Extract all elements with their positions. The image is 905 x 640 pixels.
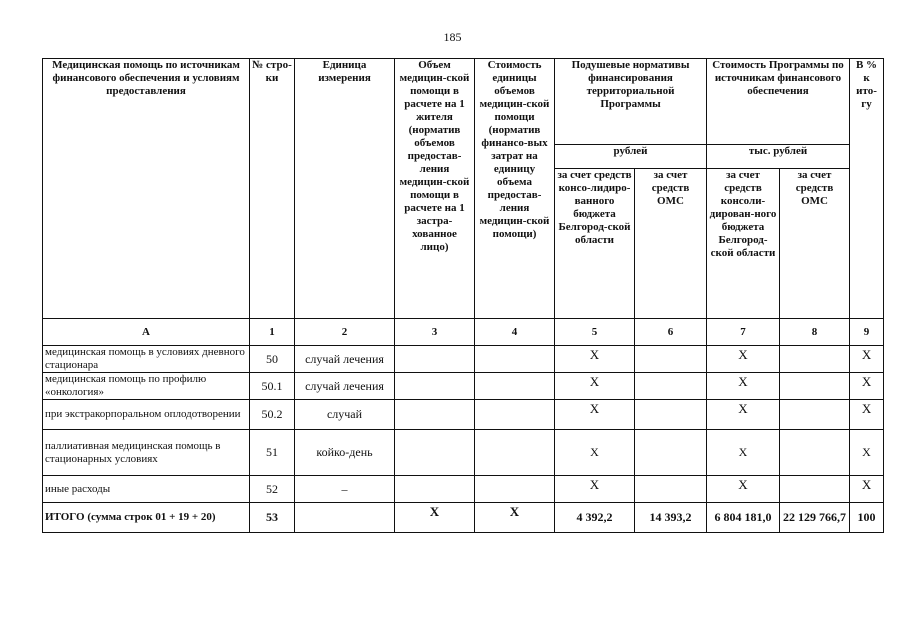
total-label: ИТОГО (сумма строк 01 + 19 + 20) (43, 503, 250, 533)
total-line-number: 53 (250, 503, 295, 533)
column-number: 1 (250, 319, 295, 346)
row-unit-cost (475, 373, 555, 400)
column-number: 4 (475, 319, 555, 346)
row-unit-cost (475, 476, 555, 503)
column-number: 8 (780, 319, 850, 346)
row-per-capita-budget: Х (555, 400, 635, 430)
header-program-cost: Стоимость Программы по источникам финансового обеспечения (707, 59, 850, 145)
header-per-capita-budget: за счет средств консо-лидиро-ванного бюджета Белгород-ской области (555, 169, 635, 319)
row-percent: Х (850, 476, 884, 503)
header-volume: Объем медицин-ской помощи в расчете на 1 жителя (норматив объемов предостав-ления медицин-ской помощи в расчете на 1 застра-хованное лицо) (395, 59, 475, 319)
row-cost-budget: Х (707, 430, 780, 476)
row-unit-cost (475, 430, 555, 476)
row-per-capita-oms (635, 373, 707, 400)
row-percent: Х (850, 373, 884, 400)
row-cost-budget: Х (707, 346, 780, 373)
row-cost-budget: Х (707, 373, 780, 400)
financing-table (42, 58, 884, 533)
total-per-capita-oms: 14 393,2 (635, 503, 707, 533)
row-care-type: медицинская помощь по профилю «онкология» (43, 373, 250, 400)
row-per-capita-budget: Х (555, 373, 635, 400)
row-unit: – (295, 476, 395, 503)
row-per-capita-budget: Х (555, 346, 635, 373)
total-unit-cost: Х (475, 503, 555, 533)
row-line-number: 51 (250, 430, 295, 476)
row-cost-oms (780, 400, 850, 430)
row-volume (395, 476, 475, 503)
row-unit-cost (475, 400, 555, 430)
column-number: 6 (635, 319, 707, 346)
header-unit-cost: Стоимость единицы объемов медицин-ской помощи (норматив финансо-вых затрат на единицу объема предостав-ления медицин-ской помощи) (475, 59, 555, 319)
row-cost-oms (780, 346, 850, 373)
table-row (43, 476, 884, 503)
header-percent-of-total: В % к ито-гу (850, 59, 884, 319)
row-cost-budget: Х (707, 476, 780, 503)
row-per-capita-oms (635, 400, 707, 430)
column-number: 5 (555, 319, 635, 346)
row-line-number: 50.2 (250, 400, 295, 430)
row-cost-oms (780, 476, 850, 503)
header-per-capita-normatives: Подушевые нормативы финансирования территориальной Программы (555, 59, 707, 145)
row-per-capita-budget: Х (555, 430, 635, 476)
table-row (43, 430, 884, 476)
header-unit-rubles: рублей (555, 145, 707, 169)
column-number-row (43, 319, 884, 346)
row-percent: Х (850, 346, 884, 373)
row-per-capita-oms (635, 430, 707, 476)
column-number: 2 (295, 319, 395, 346)
row-per-capita-oms (635, 346, 707, 373)
row-per-capita-oms (635, 476, 707, 503)
header-unit: Единица измерения (295, 59, 395, 319)
row-cost-oms (780, 430, 850, 476)
table-row (43, 400, 884, 430)
row-percent: Х (850, 400, 884, 430)
total-volume: Х (395, 503, 475, 533)
total-cost-oms: 22 129 766,7 (780, 503, 850, 533)
header-unit-thousand-rubles: тыс. рублей (707, 145, 850, 169)
header-cost-budget: за счет средств консоли-дирован-ного бюджета Белгород-ской области (707, 169, 780, 319)
row-volume (395, 346, 475, 373)
header-care-type: Медицинская помощь по источникам финансового обеспечения и условиям предоставления (43, 59, 250, 319)
row-per-capita-budget: Х (555, 476, 635, 503)
table-row (43, 373, 884, 400)
row-unit: случай лечения (295, 373, 395, 400)
row-care-type: паллиативная медицинская помощь в стационарных условиях (43, 430, 250, 476)
column-number: А (43, 319, 250, 346)
page-number: 185 (443, 30, 462, 44)
header-cost-oms: за счет средств ОМС (780, 169, 850, 319)
row-volume (395, 373, 475, 400)
row-unit: случай (295, 400, 395, 430)
table-row (43, 346, 884, 373)
row-care-type: медицинская помощь в условиях дневного стационара (43, 346, 250, 373)
total-per-capita-budget: 4 392,2 (555, 503, 635, 533)
row-unit-cost (475, 346, 555, 373)
total-cost-budget: 6 804 181,0 (707, 503, 780, 533)
column-number: 7 (707, 319, 780, 346)
total-unit (295, 503, 395, 533)
row-cost-oms (780, 373, 850, 400)
row-cost-budget: Х (707, 400, 780, 430)
row-line-number: 52 (250, 476, 295, 503)
row-volume (395, 430, 475, 476)
total-row (43, 503, 884, 533)
row-unit: койко-день (295, 430, 395, 476)
column-number: 9 (850, 319, 884, 346)
header-line-number: № стро-ки (250, 59, 295, 319)
row-line-number: 50 (250, 346, 295, 373)
total-percent: 100 (850, 503, 884, 533)
column-number: 3 (395, 319, 475, 346)
row-percent: Х (850, 430, 884, 476)
row-care-type: при экстракорпоральном оплодотворении (43, 400, 250, 430)
row-line-number: 50.1 (250, 373, 295, 400)
row-volume (395, 400, 475, 430)
row-care-type: иные расходы (43, 476, 250, 503)
header-per-capita-oms: за счет средств ОМС (635, 169, 707, 319)
row-unit: случай лечения (295, 346, 395, 373)
